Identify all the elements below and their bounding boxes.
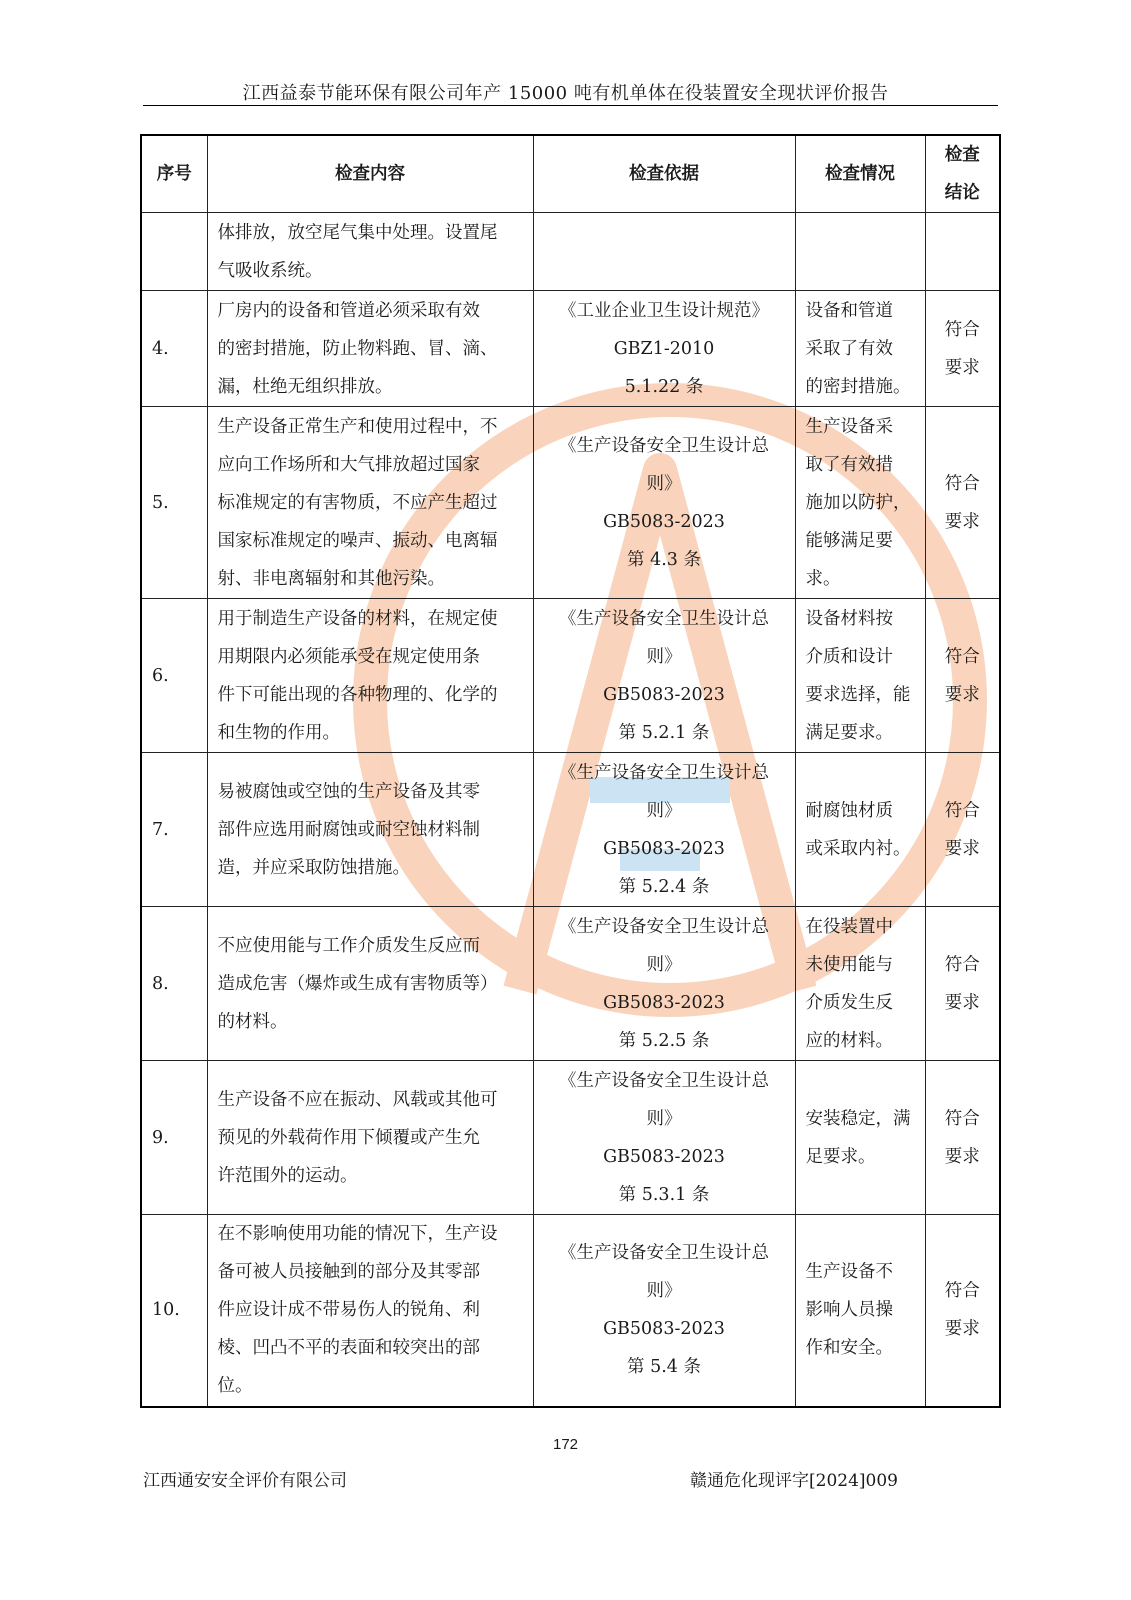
table-row [141, 1061, 1000, 1215]
row-content-line: 漏，杜绝无组织排放。 [217, 376, 393, 397]
row-seq: 6. [141, 599, 207, 753]
row-status [795, 907, 925, 1061]
row-basis-line: GB5083-2023 [603, 1146, 725, 1167]
row-verdict-line: 符合 [944, 1108, 980, 1129]
row-verdict-line: 符合 [944, 646, 980, 667]
row-seq: 5. [141, 407, 207, 599]
row-content-line: 易被腐蚀或空蚀的生产设备及其零 [217, 781, 480, 802]
row-seq: 4. [141, 291, 207, 407]
row-verdict [925, 407, 1000, 599]
row-status-line: 安装稳定，满 [805, 1108, 911, 1129]
table-header-row [141, 135, 1000, 213]
row-content-line: 在不影响使用功能的情况下，生产设 [217, 1224, 498, 1245]
row-status-line: 足要求。 [805, 1146, 876, 1167]
row-basis-line: GB5083-2023 [603, 1319, 725, 1340]
row-seq: 9. [141, 1061, 207, 1215]
row-content-line: 生产设备正常生产和使用过程中，不 [217, 416, 498, 437]
row-content-line: 预见的外载荷作用下倾覆或产生允 [217, 1127, 480, 1148]
row-verdict [925, 1061, 1000, 1215]
row-status [795, 213, 925, 291]
row-content-line: 的材料。 [217, 1011, 288, 1032]
row-basis-line: 第 5.2.4 条 [618, 876, 710, 897]
row-status-line: 耐腐蚀材质 [805, 800, 893, 821]
row-content-line: 国家标准规定的噪声、振动、电离辐 [217, 530, 498, 551]
row-content-line: 标准规定的有害物质，不应产生超过 [217, 492, 498, 513]
header-verdict [925, 135, 1000, 213]
row-basis-line: 《生产设备安全卫生设计总 [559, 435, 769, 456]
header-status: 检查情况 [795, 135, 925, 213]
row-seq: 8. [141, 907, 207, 1061]
row-basis-line: 《生产设备安全卫生设计总 [559, 608, 769, 629]
row-basis [533, 753, 795, 907]
row-status [795, 1215, 925, 1407]
row-status-line: 或采取内衬。 [805, 838, 911, 859]
row-verdict-line: 要求 [944, 992, 980, 1013]
header-basis: 检查依据 [533, 135, 795, 213]
row-status [795, 599, 925, 753]
row-status-line: 采取了有效 [805, 338, 893, 359]
row-basis-line: GB5083-2023 [603, 992, 725, 1013]
row-content-line: 许范围外的运动。 [217, 1165, 358, 1186]
row-basis-line: 第 4.3 条 [627, 549, 701, 570]
row-basis-line: 《生产设备安全卫生设计总 [559, 1243, 769, 1264]
row-content-line: 的密封措施，防止物料跑、冒、滴、 [217, 338, 498, 359]
row-content [207, 1061, 533, 1215]
row-verdict-line: 要求 [944, 511, 980, 532]
row-status [795, 291, 925, 407]
row-content-line: 应向工作场所和大气排放超过国家 [217, 454, 480, 475]
row-verdict-line: 符合 [944, 800, 980, 821]
row-basis-line: GB5083-2023 [603, 838, 725, 859]
footer-document-code: 赣通危化现评字[2024]009 [690, 1471, 898, 1491]
row-content [207, 1215, 533, 1407]
row-status-line: 取了有效措 [805, 454, 893, 475]
table-row [141, 599, 1000, 753]
row-content-line: 备可被人员接触到的部分及其零部 [217, 1262, 480, 1283]
row-basis-line: 则》 [646, 954, 682, 975]
row-status-line: 生产设备不 [805, 1262, 893, 1283]
row-status-line: 应的材料。 [805, 1030, 893, 1051]
row-content-line: 体排放，放空尾气集中处理。设置尾 [217, 222, 498, 243]
row-verdict [925, 291, 1000, 407]
header-divider [143, 105, 998, 106]
header-verdict-line: 结论 [944, 183, 980, 203]
row-status-line: 要求选择，能 [805, 684, 911, 705]
row-status-line: 的密封措施。 [805, 376, 911, 397]
row-content [207, 753, 533, 907]
row-verdict-line: 符合 [944, 954, 980, 975]
table-row [141, 407, 1000, 599]
row-verdict-line: 要求 [944, 684, 980, 705]
row-verdict-line: 要求 [944, 1146, 980, 1167]
row-verdict-line: 要求 [944, 357, 980, 378]
row-basis-line: 则》 [646, 1108, 682, 1129]
row-basis [533, 291, 795, 407]
row-content [207, 407, 533, 599]
row-status [795, 1061, 925, 1215]
table-row [141, 291, 1000, 407]
row-basis-line: 《生产设备安全卫生设计总 [559, 916, 769, 937]
page-number: 172 [552, 1436, 579, 1453]
row-content-line: 件下可能出现的各种物理的、化学的 [217, 684, 498, 705]
row-status-line: 介质发生反 [805, 992, 893, 1013]
row-content [207, 291, 533, 407]
row-status-line: 影响人员操 [805, 1300, 893, 1321]
report-title: 江西益泰节能环保有限公司年产 15000 吨有机单体在役装置安全现状评价报告 [242, 83, 889, 104]
header-seq: 序号 [141, 135, 207, 213]
row-status-line: 设备和管道 [805, 300, 893, 321]
row-basis-line: GB5083-2023 [603, 684, 725, 705]
row-seq: 7. [141, 753, 207, 907]
header-content: 检查内容 [207, 135, 533, 213]
row-basis-line: 5.1.22 条 [624, 376, 704, 397]
row-basis-line: 《生产设备安全卫生设计总 [559, 762, 769, 783]
row-verdict-line: 符合 [944, 1281, 980, 1302]
row-basis-line: GBZ1-2010 [613, 338, 715, 359]
row-content-line: 用期限内必须能承受在规定使用条 [217, 646, 480, 667]
row-status-line: 设备材料按 [805, 608, 893, 629]
row-basis [533, 1061, 795, 1215]
row-status-line: 能够满足要 [805, 530, 893, 551]
row-basis [533, 213, 795, 291]
row-basis-line: 则》 [646, 800, 682, 821]
row-basis [533, 1215, 795, 1407]
row-verdict-line: 符合 [944, 473, 980, 494]
row-content-line: 和生物的作用。 [217, 722, 340, 743]
row-status-line: 求。 [805, 568, 841, 589]
row-content-line: 用于制造生产设备的材料，在规定使 [217, 608, 498, 629]
row-basis-line: 则》 [646, 1281, 682, 1302]
row-content-line: 棱、凹凸不平的表面和较突出的部 [217, 1338, 480, 1359]
row-status-line: 施加以防护， [805, 492, 911, 513]
row-content-line: 造，并应采取防蚀措施。 [217, 857, 410, 878]
row-content-line: 生产设备不应在振动、风载或其他可 [217, 1089, 498, 1110]
row-verdict-line: 符合 [944, 319, 980, 340]
table-row [141, 907, 1000, 1061]
table-row [141, 1215, 1000, 1407]
row-content-line: 造成危害（爆炸或生成有害物质等） [217, 973, 498, 994]
row-basis-line: 《工业企业卫生设计规范》 [559, 300, 769, 321]
row-verdict [925, 907, 1000, 1061]
row-status-line: 介质和设计 [805, 646, 893, 667]
inspection-table [140, 134, 1001, 1408]
row-status-line: 满足要求。 [805, 722, 893, 743]
row-status-line: 作和安全。 [805, 1338, 893, 1359]
row-status [795, 753, 925, 907]
row-verdict [925, 599, 1000, 753]
row-verdict-line: 要求 [944, 1319, 980, 1340]
row-content [207, 599, 533, 753]
row-content-line: 部件应选用耐腐蚀或耐空蚀材料制 [217, 819, 480, 840]
row-basis-line: 第 5.2.5 条 [618, 1030, 710, 1051]
row-verdict-line: 要求 [944, 838, 980, 859]
row-content [207, 213, 533, 291]
row-seq [141, 213, 207, 291]
row-status-line: 在役装置中 [805, 916, 893, 937]
row-content-line: 件应设计成不带易伤人的锐角、利 [217, 1300, 480, 1321]
footer-company: 江西通安安全评价有限公司 [143, 1471, 347, 1491]
header-verdict-line: 检查 [944, 145, 980, 165]
row-content-line: 位。 [217, 1376, 253, 1397]
table-row [141, 753, 1000, 907]
row-seq: 10. [141, 1215, 207, 1407]
row-status [795, 407, 925, 599]
row-content [207, 907, 533, 1061]
row-content-line: 气吸收系统。 [217, 260, 323, 281]
row-status-line: 生产设备采 [805, 416, 893, 437]
row-basis-line: 第 5.2.1 条 [618, 722, 710, 743]
row-verdict [925, 753, 1000, 907]
row-status-line: 未使用能与 [805, 954, 893, 975]
row-basis-line: 第 5.3.1 条 [618, 1184, 710, 1205]
row-basis-line: 第 5.4 条 [627, 1357, 701, 1378]
row-content-line: 厂房内的设备和管道必须采取有效 [217, 300, 480, 321]
row-basis-line: GB5083-2023 [603, 511, 725, 532]
row-verdict [925, 1215, 1000, 1407]
row-verdict [925, 213, 1000, 291]
row-basis [533, 907, 795, 1061]
row-content-line: 不应使用能与工作介质发生反应而 [217, 935, 480, 956]
row-basis-line: 则》 [646, 473, 682, 494]
row-content-line: 射、非电离辐射和其他污染。 [217, 568, 445, 589]
row-basis-line: 则》 [646, 646, 682, 667]
row-basis-line: 《生产设备安全卫生设计总 [559, 1070, 769, 1091]
row-basis [533, 407, 795, 599]
table-row [141, 213, 1000, 291]
row-basis [533, 599, 795, 753]
